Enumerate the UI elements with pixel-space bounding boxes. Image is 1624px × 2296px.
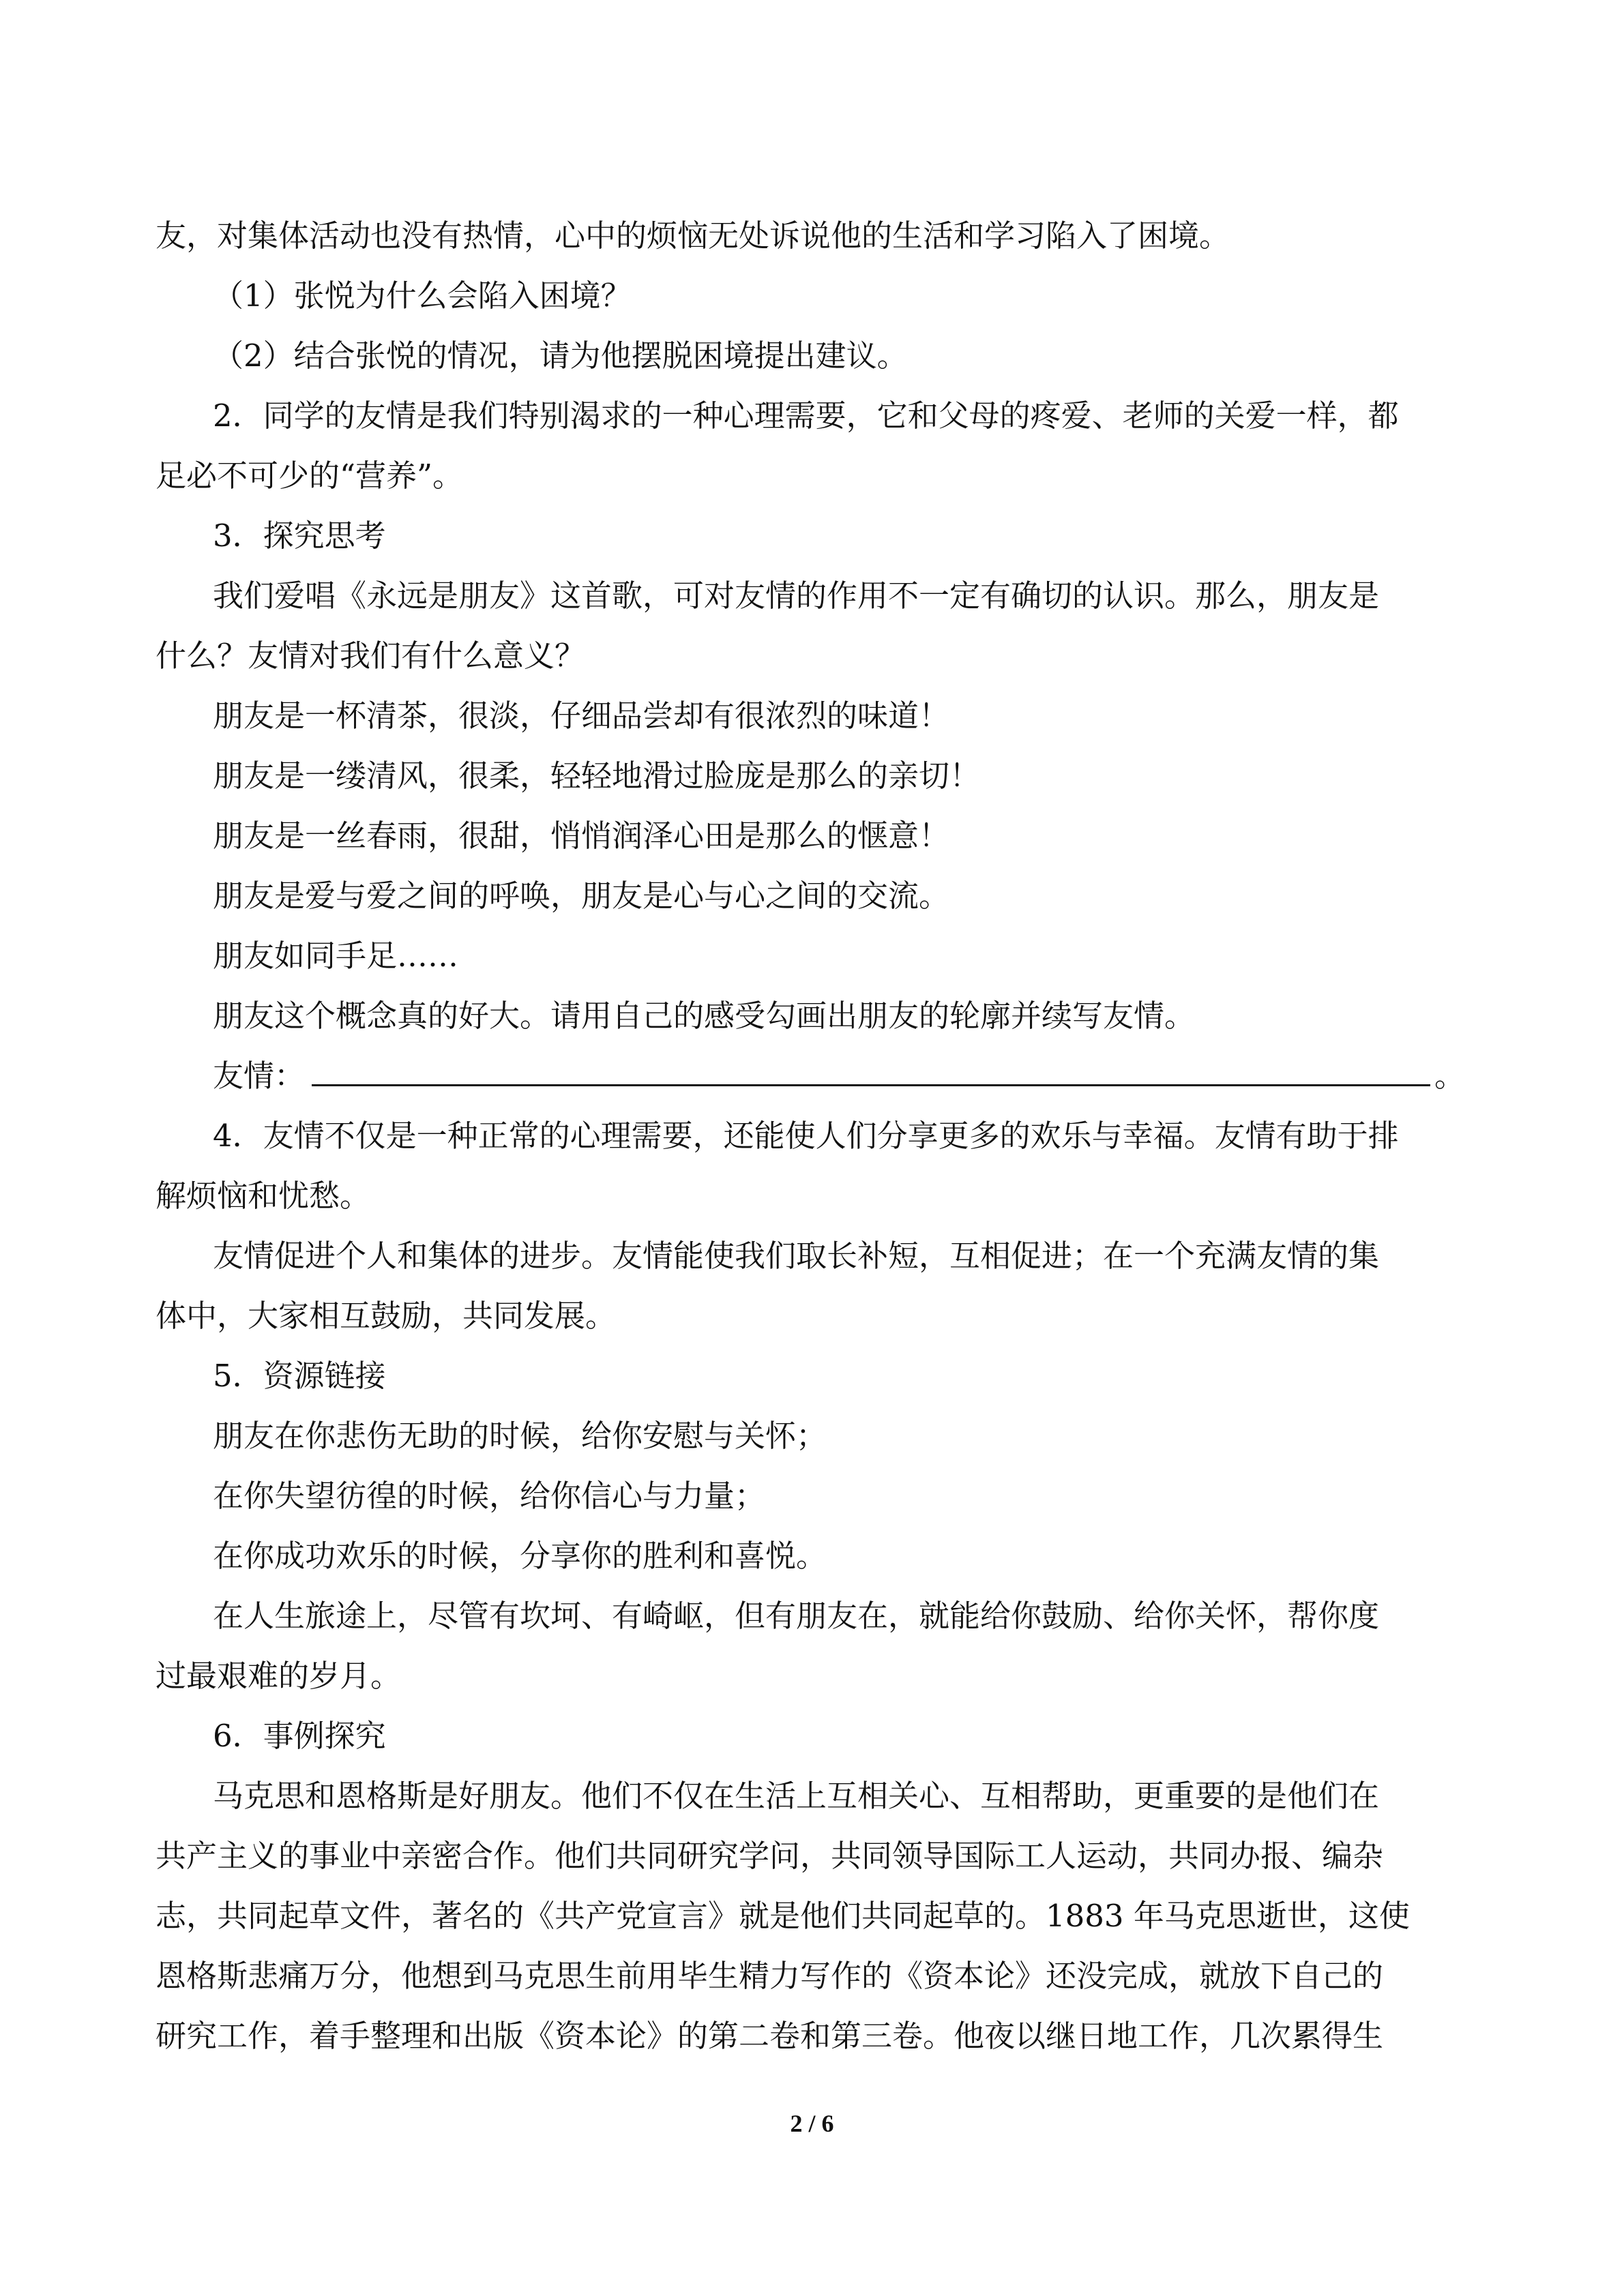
fill-in-end-mark: 。 (1434, 1058, 1466, 1094)
section-4-text: 4．友情不仅是一种正常的心理需要，还能使人们分享更多的欢乐与幸福。友情有助于排 (213, 1118, 1399, 1154)
answer-blank[interactable] (312, 1053, 1430, 1086)
text-line: 共产主义的事业中亲密合作。他们共同研究学问，共同领导国际工人运动，共同办报、编杂 (156, 1838, 1384, 1874)
question-2: （2）结合张悦的情况，请为他摆脱困境提出建议。 (213, 338, 908, 374)
text-line: 在你失望彷徨的时候，给你信心与力量； (213, 1478, 766, 1514)
text-line: 朋友如同手足…… (213, 938, 459, 974)
text-line: 足必不可少的“营养”。 (156, 458, 464, 494)
text-line: 体中，大家相互鼓励，共同发展。 (156, 1298, 617, 1334)
text-line: 在人生旅途上，尽管有坎坷、有崎岖，但有朋友在，就能给你鼓励、给你关怀，帮你度 (213, 1598, 1380, 1634)
text-line: 恩格斯悲痛万分，他想到马克思生前用毕生精力写作的《资本论》还没完成，就放下自己的 (156, 1958, 1384, 1994)
text-line: 朋友在你悲伤无助的时候，给你安慰与关怀； (213, 1418, 827, 1454)
section-6-heading: 6．事例探究 (213, 1718, 386, 1754)
text-line: 朋友是一丝春雨，很甜，悄悄润泽心田是那么的惬意！ (213, 818, 950, 854)
text-line: 友，对集体活动也没有热情，心中的烦恼无处诉说他的生活和学习陷入了困境。 (156, 218, 1230, 254)
text-line: 朋友是爱与爱之间的呼唤，朋友是心与心之间的交流。 (213, 878, 950, 914)
section-2-text: 2．同学的友情是我们特别渴求的一种心理需要，它和父母的疼爱、老师的关爱一样，都 (213, 398, 1399, 434)
page-number: 2 / 6 (790, 2110, 834, 2137)
text-line: 朋友这个概念真的好大。请用自己的感受勾画出朋友的轮廓并续写友情。 (213, 998, 1196, 1034)
text-line: 解烦恼和忧愁。 (156, 1178, 371, 1214)
text-line: 朋友是一杯清茶，很淡，仔细品尝却有很浓烈的味道！ (213, 698, 950, 734)
text-line: 朋友是一缕清风，很柔，轻轻地滑过脸庞是那么的亲切！ (213, 758, 981, 794)
section-5-heading: 5．资源链接 (213, 1358, 386, 1394)
text-line: 马克思和恩格斯是好朋友。他们不仅在生活上互相关心、互相帮助，更重要的是他们在 (213, 1778, 1380, 1814)
text-line: 在你成功欢乐的时候，分享你的胜利和喜悦。 (213, 1538, 827, 1574)
page-body (156, 206, 1492, 2066)
fill-in-label: 友情： (213, 1058, 306, 1094)
text-line: 友情促进个人和集体的进步。友情能使我们取长补短，互相促进；在一个充满友情的集 (213, 1238, 1380, 1274)
question-1: （1）张悦为什么会陷入困境？ (213, 278, 632, 314)
section-3-heading: 3．探究思考 (213, 518, 386, 554)
text-line: 什么？友情对我们有什么意义？ (156, 638, 586, 674)
text-line: 我们爱唱《永远是朋友》这首歌，可对友情的作用不一定有确切的认识。那么，朋友是 (213, 578, 1380, 614)
text-line: 研究工作，着手整理和出版《资本论》的第二卷和第三卷。他夜以继日地工作，几次累得生 (156, 2018, 1384, 2054)
text-line: 过最艰难的岁月。 (156, 1658, 402, 1694)
fill-in-line (156, 1046, 1492, 1106)
text-line: 志，共同起草文件，著名的《共产党宣言》就是他们共同起草的。1883 年马克思逝世，这使 (156, 1898, 1410, 1934)
